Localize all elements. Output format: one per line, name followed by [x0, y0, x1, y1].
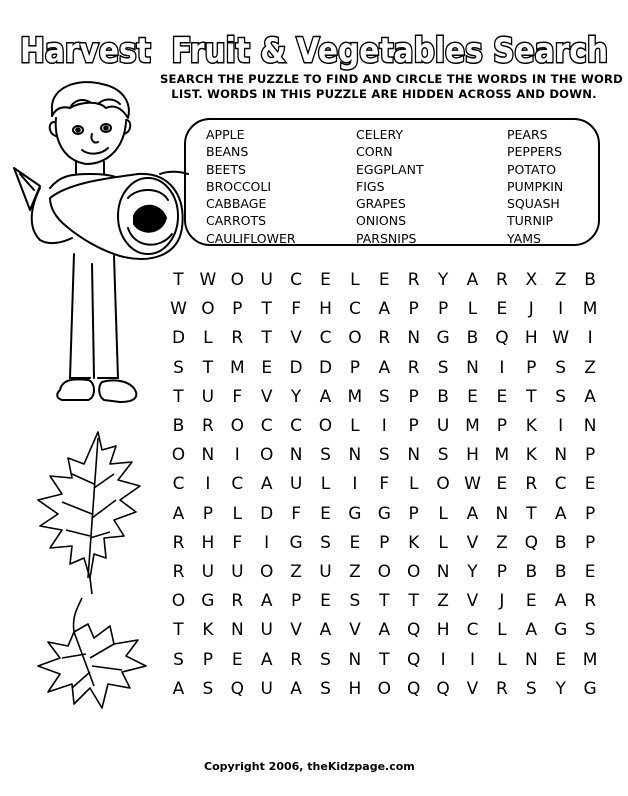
grid-letter: G [583, 678, 597, 699]
grid-letter: P [584, 445, 596, 466]
grid-letter: C [319, 328, 332, 349]
grid-letter: Q [406, 620, 421, 641]
grid-letter: Z [290, 562, 302, 582]
boy-illustration [10, 78, 190, 424]
word-list-column-1 [206, 126, 296, 247]
grid-letter: G [377, 503, 391, 524]
grid-letter: M [347, 386, 363, 407]
grid-letter: O [377, 562, 391, 582]
grid-letter: L [320, 474, 331, 495]
grid-letter: U [201, 386, 215, 407]
grid-letter: A [466, 503, 479, 524]
grid-letter: P [437, 299, 449, 320]
grid-letter: D [171, 328, 186, 349]
grid-letter: P [408, 416, 419, 436]
word-list-item: ONIONS [356, 213, 406, 229]
word-list-item: APPLE [206, 127, 245, 142]
grid-letter: S [555, 386, 567, 407]
grid-letter: A [260, 649, 273, 670]
grid-letter: O [230, 270, 244, 290]
grid-letter: E [496, 299, 508, 320]
grid-letter: Y [467, 562, 478, 582]
grid-letter: N [554, 445, 568, 466]
grid-letter: N [201, 445, 215, 466]
grid-letter: T [173, 620, 184, 641]
grid-letter: V [466, 678, 479, 699]
grid-letter: T [379, 649, 390, 670]
grid-letter: H [201, 532, 215, 553]
grid-letter: A [378, 299, 391, 320]
grid-letter: T [526, 503, 537, 524]
grid-letter: O [230, 416, 244, 436]
grid-letter: E [584, 474, 596, 495]
grid-letter: Q [495, 328, 509, 349]
grid-letter: P [408, 386, 419, 407]
grid-letter: O [436, 474, 450, 495]
grid-letter: B [172, 416, 185, 436]
grid-letter: N [348, 445, 362, 466]
grid-letter: A [260, 474, 273, 495]
grid-letter: P [408, 503, 419, 524]
grid-letter: O [377, 678, 391, 699]
grid-letter: C [466, 620, 479, 641]
grid-letter: F [291, 503, 301, 524]
grid-letter: R [495, 270, 508, 290]
grid-letter: B [466, 328, 479, 349]
grid-letter: U [260, 270, 273, 290]
grid-letter: T [173, 270, 184, 290]
grid-letter: N [407, 445, 421, 466]
grid-letter: T [202, 357, 214, 378]
page-title-graphic [18, 22, 613, 74]
grid-letter: N [583, 416, 597, 436]
grid-letter: L [350, 416, 360, 436]
grid-letter: E [467, 386, 478, 407]
grid-letter: S [584, 620, 596, 641]
grid-letter: O [406, 562, 421, 582]
grid-letter: L [467, 299, 478, 320]
grid-letter: O [318, 416, 333, 436]
grid-letter: E [584, 562, 596, 582]
grid-letter: E [320, 270, 331, 290]
grid-letter: U [319, 562, 332, 582]
grid-letter: S [525, 678, 537, 699]
grid-letter: I [264, 532, 270, 553]
grid-letter: F [232, 386, 243, 407]
grid-letter: B [554, 562, 567, 582]
word-list-item: PUMPKIN [507, 178, 564, 194]
grid-letter: T [379, 591, 390, 612]
grid-letter: I [558, 299, 564, 320]
grid-letter: C [172, 474, 185, 495]
grid-letter: I [469, 649, 475, 670]
grid-letter: H [319, 299, 332, 320]
grid-letter: Q [230, 678, 244, 699]
oak-leaf-illustration [28, 428, 148, 598]
grid-letter: V [290, 328, 302, 349]
word-list-column-3 [507, 126, 563, 247]
grid-letter: A [319, 620, 332, 641]
instructions-line-1: SEARCH THE PUZZLE TO FIND AND CIRCLE THE WORDS IN THE WORD [160, 72, 623, 86]
grid-letter: B [584, 270, 596, 290]
word-list-item: CARROTS [206, 213, 267, 229]
grid-letter: L [350, 270, 360, 290]
grid-letter: D [289, 357, 303, 378]
grid-letter: M [229, 357, 245, 378]
grid-letter: R [584, 591, 596, 612]
word-list-item: CELERY [356, 127, 404, 142]
grid-letter: S [437, 445, 449, 466]
grid-letter: R [495, 678, 508, 699]
grid-letter: S [349, 591, 361, 612]
grid-letter: A [319, 386, 332, 407]
grid-letter: N [436, 562, 450, 582]
grid-letter: S [320, 649, 331, 670]
grid-letter: S [555, 357, 567, 378]
grid-letter: P [584, 532, 596, 553]
grid-letter: H [436, 620, 450, 641]
grid-letter: S [320, 532, 331, 553]
grid-letter: K [408, 532, 420, 553]
grid-letter: P [526, 357, 537, 378]
grid-letter: H [348, 678, 362, 699]
grid-letter: P [408, 299, 419, 320]
word-list-item: BEANS [206, 144, 249, 160]
grid-letter: I [558, 416, 564, 436]
grid-letter: E [320, 591, 331, 612]
grid-letter: C [260, 416, 273, 436]
word-list-item: TURNIP [507, 213, 554, 229]
grid-letter: S [173, 649, 184, 670]
grid-letter: A [554, 503, 567, 524]
grid-letter: P [349, 357, 361, 378]
grid-letter: W [464, 474, 481, 495]
word-list-box [184, 118, 600, 246]
grid-letter: A [584, 386, 596, 407]
grid-letter: R [407, 357, 420, 378]
grid-letter: P [202, 503, 214, 524]
word-list-item: CABBAGE [206, 196, 267, 212]
grid-letter: T [261, 299, 272, 320]
grid-letter: T [408, 591, 419, 612]
grid-letter: R [172, 532, 185, 553]
grid-letter: Z [554, 270, 567, 290]
grid-letter: U [289, 474, 303, 495]
grid-letter: R [231, 328, 244, 349]
grid-letter: R [378, 328, 391, 349]
grid-letter: D [318, 357, 333, 378]
grid-letter: M [465, 416, 480, 436]
grid-letter: C [348, 299, 361, 320]
grid-letter: P [232, 299, 243, 320]
grid-letter: G [554, 620, 568, 641]
grid-letter: L [438, 503, 448, 524]
grid-letter: K [525, 445, 537, 466]
grid-letter: G [436, 328, 450, 349]
grid-letter: A [172, 503, 185, 524]
grid-letter: V [466, 532, 479, 553]
page-title [18, 22, 613, 74]
grid-letter: Z [496, 532, 508, 553]
grid-letter: G [289, 532, 303, 553]
grid-letter: N [407, 328, 421, 349]
grid-letter: U [260, 620, 273, 641]
grid-letter: L [408, 474, 419, 495]
word-list-item: BROCCOLI [206, 178, 272, 194]
grid-letter: R [231, 591, 244, 612]
grid-letter: Y [437, 270, 449, 290]
grid-letter: E [349, 532, 361, 553]
grid-letter: L [203, 328, 213, 349]
word-list-item: CAULIFLOWER [206, 230, 296, 246]
grid-letter: N [524, 649, 538, 670]
grid-letter: U [231, 562, 244, 582]
maple-leaf-illustration [34, 596, 154, 716]
grid-letter: T [173, 386, 184, 407]
word-list-item: SQUASH [507, 196, 560, 212]
word-list-item: EGGPLANT [356, 161, 424, 177]
grid-letter: Q [524, 532, 538, 553]
grid-letter: H [466, 445, 479, 466]
grid-letter: V [290, 620, 302, 641]
grid-letter: E [496, 386, 508, 407]
grid-letter: H [524, 328, 538, 349]
grid-letter: B [525, 562, 538, 582]
grid-letter: F [232, 532, 243, 553]
grid-letter: L [438, 532, 448, 553]
instructions-line-2: LIST. WORDS IN THIS PUZZLE ARE HIDDEN ACROSS AND DOWN. [171, 87, 597, 101]
grid-letter: L [497, 649, 507, 670]
grid-letter: T [526, 386, 537, 407]
grid-letter: E [320, 503, 331, 524]
grid-letter: S [378, 386, 390, 407]
grid-letter: A [260, 591, 273, 612]
grid-letter: S [437, 357, 449, 378]
grid-letter: N [466, 357, 479, 378]
grid-letter: W [552, 328, 570, 349]
grid-letter: E [261, 357, 273, 378]
grid-letter: I [381, 416, 387, 436]
grid-letter: A [378, 620, 391, 641]
grid-letter: C [290, 270, 303, 290]
grid-letter: I [234, 445, 240, 466]
grid-letter: P [496, 416, 508, 436]
grid-letter: I [440, 649, 446, 670]
grid-letter: E [525, 591, 537, 612]
grid-letter: D [260, 503, 274, 524]
word-list-item: CORN [356, 144, 393, 160]
grid-letter: F [291, 299, 301, 320]
grid-letter: N [289, 445, 303, 466]
grid-letter: C [231, 474, 244, 495]
grid-letter: S [320, 445, 331, 466]
word-list-item: YAMS [507, 230, 541, 246]
grid-letter: U [260, 678, 273, 699]
grid-letter: Q [406, 649, 421, 670]
word-list-item: POTATO [507, 161, 557, 177]
grid-letter: O [259, 562, 274, 582]
grid-letter: E [378, 270, 390, 290]
word-list-item: GRAPES [356, 196, 406, 212]
grid-letter: P [584, 503, 596, 524]
grid-letter: R [201, 416, 214, 436]
grid-letter: V [349, 620, 361, 641]
grid-letter: L [232, 503, 243, 524]
grid-letter: P [496, 562, 508, 582]
grid-letter: O [171, 591, 186, 612]
grid-letter: Z [584, 357, 596, 378]
grid-letter: R [407, 270, 420, 290]
grid-letter: M [494, 445, 510, 466]
grid-letter: T [261, 328, 272, 349]
grid-letter: F [379, 474, 390, 495]
grid-letter: W [170, 299, 187, 320]
grid-letter: A [554, 591, 567, 612]
grid-letter: I [587, 328, 593, 349]
grid-letter: P [202, 649, 214, 670]
grid-letter: V [466, 591, 479, 612]
page-title-text: Harvest Fruit & Vegetables Search [20, 31, 608, 71]
grid-letter: J [528, 299, 534, 320]
grid-letter: K [525, 416, 537, 436]
grid-letter: P [290, 591, 302, 612]
grid-letter: S [202, 678, 214, 699]
grid-letter: X [525, 270, 538, 290]
grid-letter: B [554, 532, 567, 553]
grid-letter: R [525, 474, 538, 495]
word-list-item: PEPPERS [507, 144, 563, 160]
grid-letter: E [555, 649, 567, 670]
grid-letter: M [582, 299, 598, 320]
grid-letter: N [348, 649, 362, 670]
grid-letter: S [320, 678, 331, 699]
grid-letter: L [497, 620, 507, 641]
word-list-item: PEARS [507, 127, 548, 142]
grid-letter: K [202, 620, 214, 641]
grid-letter: Q [406, 678, 421, 699]
grid-letter: N [495, 503, 509, 524]
grid-letter: V [260, 386, 273, 407]
grid-letter: W [199, 270, 217, 290]
grid-letter: E [231, 649, 243, 670]
grid-letter: A [290, 678, 302, 699]
grid-letter: O [348, 328, 362, 349]
grid-letter: Z [349, 562, 361, 582]
grid-letter: R [172, 562, 185, 582]
word-list-item: BEETS [206, 161, 246, 177]
grid-letter: A [378, 357, 391, 378]
grid-letter: Q [436, 678, 450, 699]
grid-letter: M [582, 649, 598, 670]
grid-letter: G [348, 503, 362, 524]
grid-letter: I [352, 474, 358, 495]
grid-letter: U [201, 562, 215, 582]
grid-letter: O [259, 445, 274, 466]
grid-letter: N [230, 620, 244, 641]
grid-letter: C [290, 416, 303, 436]
grid-letter: S [378, 445, 390, 466]
grid-letter: C [554, 474, 567, 495]
grid-letter: A [525, 620, 538, 641]
grid-letter: R [290, 649, 302, 670]
grid-letter: U [436, 416, 450, 436]
grid-letter: O [201, 299, 215, 320]
grid-letter: Z [437, 591, 449, 612]
grid-letter: O [171, 445, 186, 466]
grid-letter: I [499, 357, 505, 378]
grid-letter: I [205, 474, 211, 495]
grid-letter: G [201, 591, 215, 612]
grid-letter: J [499, 591, 505, 612]
instructions [160, 72, 623, 102]
grid-letter: B [437, 386, 449, 407]
copyright: Copyright 2006, theKidzpage.com [204, 760, 415, 773]
word-list-column-2 [356, 126, 424, 247]
grid-letter: P [379, 532, 390, 553]
grid-letter: S [173, 357, 184, 378]
word-list-item: PARSNIPS [356, 230, 417, 246]
grid-letter: Y [555, 678, 566, 699]
grid-letter: A [466, 270, 479, 290]
grid-letter: E [496, 474, 508, 495]
grid-letter: Y [290, 386, 302, 407]
word-list-item: FIGS [356, 178, 385, 194]
grid-letter: A [172, 678, 185, 699]
